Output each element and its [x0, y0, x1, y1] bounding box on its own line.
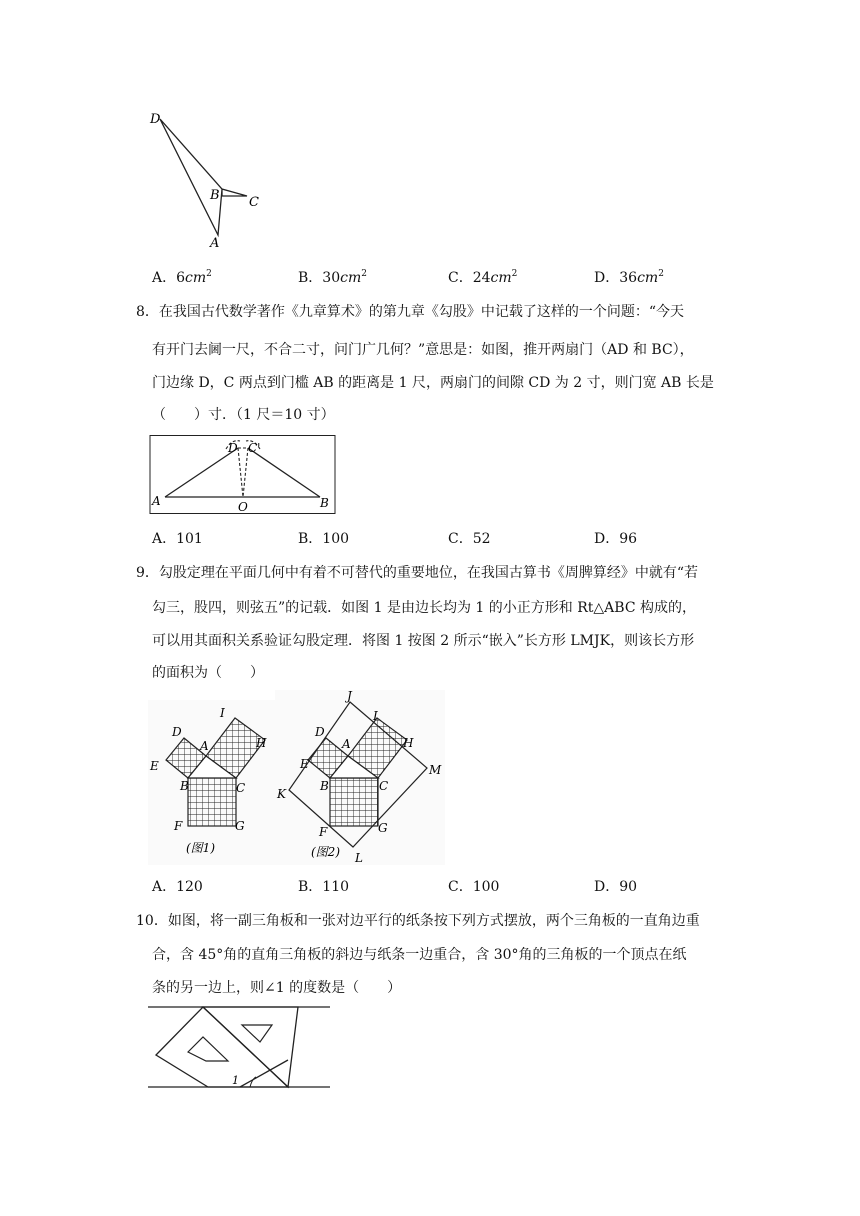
svg-text:D: D — [172, 725, 182, 739]
svg-text:G: G — [235, 819, 245, 833]
svg-text:J: J — [347, 690, 352, 703]
q7-option-c[interactable]: C．$24cm^2$ — [448, 269, 518, 286]
svg-text:E: E — [300, 757, 309, 771]
label-C: C — [249, 195, 259, 210]
svg-text:A: A — [342, 737, 351, 751]
label-O: O — [238, 500, 248, 514]
svg-text:I: I — [220, 706, 225, 720]
q8-line-1: 8．在我国古代数学著作《九章算术》的第九章《勾股》中记载了这样的一个问题：“今天 — [136, 304, 685, 320]
svg-text:C: C — [236, 781, 246, 795]
q9-figure-1 — [148, 700, 288, 865]
svg-text:H: H — [256, 736, 267, 750]
label-B: B — [320, 496, 329, 510]
label-D: D — [228, 441, 238, 455]
q8-option-b[interactable]: B．100 — [298, 531, 350, 547]
svg-text:A: A — [200, 739, 209, 753]
q10-line-1: 10．如图，将一副三角板和一张对边平行的纸条按下列方式摆放，两个三角板的一直角边重 — [136, 913, 700, 929]
q9-option-a[interactable]: A．120 — [152, 879, 203, 895]
q9-line-3: 可以用其面积关系验证勾股定理．将图 1 按图 2 所示“嵌入”长方形 LMJK，则该长方形 — [152, 633, 695, 649]
svg-text:B: B — [180, 779, 189, 793]
q9-line-1: 9．勾股定理在平面几何中有着不可替代的重要地位，在我国古算书《周脾算经》中就有“若 — [136, 565, 699, 581]
q8-option-a[interactable]: A．101 — [152, 531, 203, 547]
q9-figure-2 — [275, 690, 445, 865]
fig2-caption: (图2) — [311, 845, 340, 859]
q7-option-a[interactable]: A．$6cm^2$ — [152, 269, 212, 286]
q8-option-c[interactable]: C．52 — [448, 531, 491, 547]
label-A: A — [152, 494, 161, 508]
svg-text:D: D — [315, 725, 325, 739]
q9-option-d[interactable]: D．90 — [594, 879, 638, 895]
q10-figure — [148, 1005, 333, 1095]
svg-text:K: K — [277, 787, 286, 801]
svg-text:F: F — [174, 819, 183, 833]
svg-text:G: G — [378, 821, 388, 835]
q8-line-3: 门边缘 D，C 两点到门槛 AB 的距离是 1 尺，两扇门的间隙 CD 为 2 寸，则门宽 AB 长是 — [152, 375, 714, 391]
label-C: C' — [248, 441, 261, 455]
svg-text:F: F — [319, 825, 328, 839]
q9-option-c[interactable]: C．100 — [448, 879, 500, 895]
q8-line-2: 有开门去阃一尺，不合二寸，问门广几何？”意思是：如图，推开两扇门（AD 和 BC）， — [152, 342, 694, 358]
angle-1-label: 1 — [232, 1074, 239, 1087]
q9-option-b[interactable]: B．110 — [298, 879, 350, 895]
svg-text:M: M — [429, 763, 442, 777]
svg-text:B: B — [320, 779, 329, 793]
svg-text:L: L — [355, 851, 363, 865]
q10-line-3: 条的另一边上，则∠1 的度数是（ ） — [152, 980, 402, 996]
q10-line-2: 合，含 45°角的直角三角板的斜边与纸条一边重合，含 30°角的三角板的一个顶点在纸 — [152, 947, 687, 963]
svg-text:I: I — [373, 709, 378, 723]
label-D: D — [150, 112, 161, 127]
q8-line-4: （ ）寸．（1 尺＝10 寸） — [152, 407, 335, 423]
q8-option-d[interactable]: D．96 — [594, 531, 638, 547]
label-A: A — [210, 236, 220, 251]
q9-line-4: 的面积为（ ） — [152, 665, 264, 681]
q8-figure — [148, 435, 338, 515]
svg-text:E: E — [150, 759, 159, 773]
label-B: B — [210, 188, 220, 203]
fig1-caption: (图1) — [186, 841, 215, 855]
svg-text:C: C — [379, 779, 389, 793]
q9-line-2: 勾三，股四，则弦五”的记载．如图 1 是由边长均为 1 的小正方形和 Rt△ABC 构成的， — [152, 600, 696, 616]
svg-text:H: H — [403, 736, 414, 750]
q7-option-d[interactable]: D．$36cm^2$ — [594, 269, 664, 286]
q7-figure — [140, 105, 270, 255]
q7-option-b[interactable]: B．$30cm^2$ — [298, 269, 367, 286]
